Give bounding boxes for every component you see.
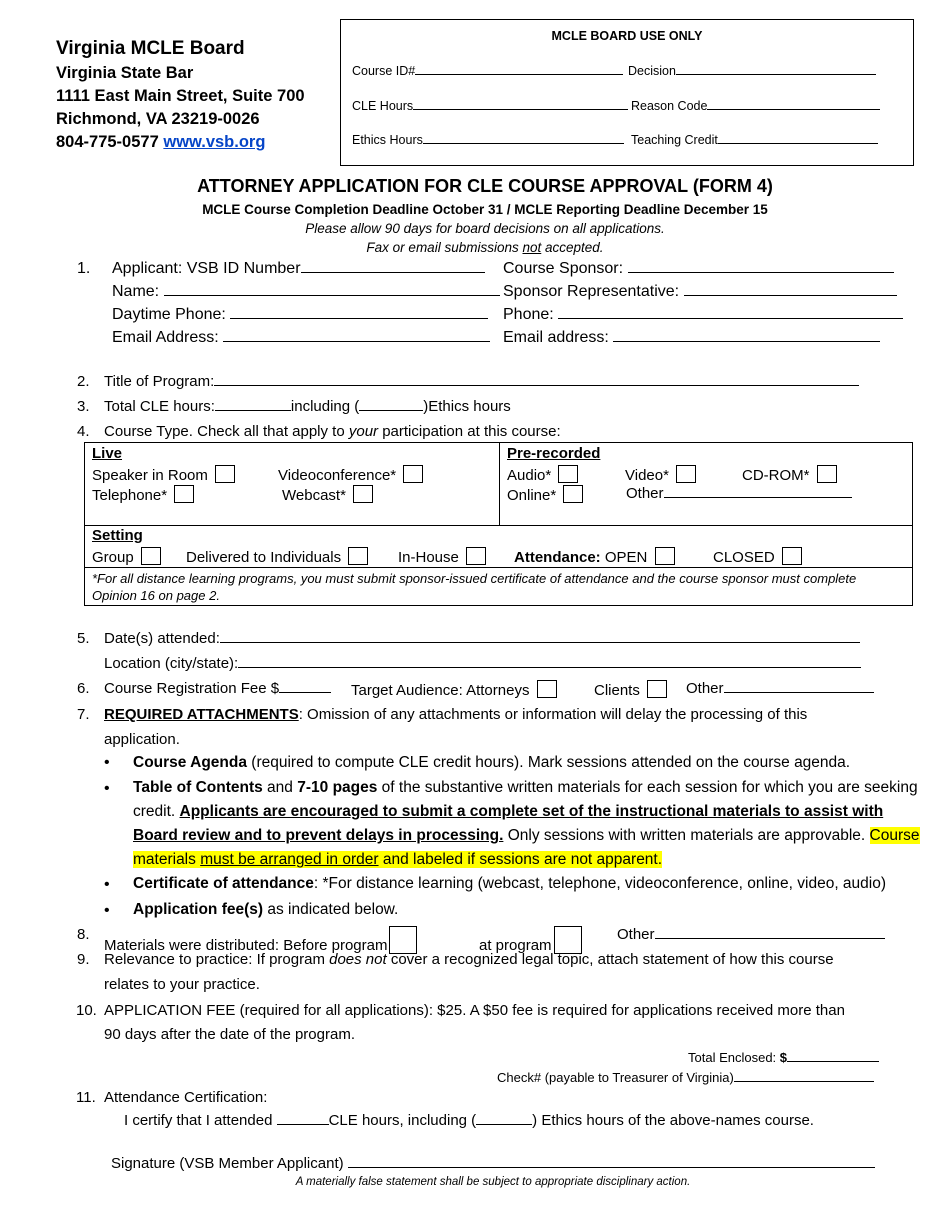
- video-checkbox[interactable]: [676, 465, 696, 483]
- course-type-instruction: Course Type. Check all that apply to your participation at this course:: [104, 423, 561, 440]
- required-attachments-heading: REQUIRED ATTACHMENTS: Omission of any attachments or information will delay the processing of this: [104, 706, 808, 723]
- distributed-other-field[interactable]: Other: [617, 926, 885, 943]
- course-id-label: Course ID#: [352, 64, 416, 78]
- board-use-box: [340, 19, 914, 166]
- certify-statement[interactable]: I certify that I attended CLE hours, including ( ) Ethics hours of the above-names course.: [124, 1112, 814, 1129]
- allow-text: Please allow 90 days for board decisions on all applications.: [305, 221, 665, 236]
- item2-number: 2.: [77, 373, 90, 390]
- registration-fee-field[interactable]: Course Registration Fee $: [104, 680, 331, 697]
- bullet-dot: •: [104, 876, 110, 893]
- webcast-checkbox[interactable]: [353, 485, 373, 503]
- clients-checkbox[interactable]: [647, 680, 667, 698]
- org-line1: Virginia State Bar: [56, 64, 194, 82]
- webcast-option[interactable]: Webcast*: [282, 485, 376, 504]
- audio-checkbox[interactable]: [558, 465, 578, 483]
- other-format-field[interactable]: Other: [626, 485, 852, 502]
- item4-number: 4.: [77, 423, 90, 440]
- item11-number: 11.: [76, 1089, 96, 1106]
- certificate-bullet: Certificate of attendance: *For distance learning (webcast, telephone, videoconference, online, video, audio): [133, 875, 887, 892]
- inhouse-option[interactable]: In-House: [398, 547, 489, 566]
- attorneys-checkbox[interactable]: [537, 680, 557, 698]
- bullet-dot: •: [104, 780, 110, 797]
- at-program-option[interactable]: at program: [479, 926, 584, 954]
- reason-code-field[interactable]: [631, 98, 880, 113]
- daytime-phone-field[interactable]: Daytime Phone:: [112, 306, 488, 324]
- item3-number: 3.: [77, 398, 90, 415]
- online-option[interactable]: Online*: [507, 485, 586, 504]
- setting-header: Setting: [92, 527, 143, 544]
- item9-number: 9.: [77, 951, 90, 968]
- course-type-box: [84, 442, 913, 606]
- application-fee-bullet: Application fee(s) as indicated below.: [133, 901, 399, 918]
- org-address: 1111 East Main Street, Suite 700: [56, 87, 305, 105]
- form-title: ATTORNEY APPLICATION FOR CLE COURSE APPROVAL (FORM 4): [197, 176, 773, 196]
- item5-number: 5.: [77, 630, 90, 647]
- live-header: Live: [92, 445, 123, 462]
- video-option[interactable]: Video*: [625, 465, 699, 484]
- attendance-closed-option[interactable]: CLOSED: [713, 547, 805, 566]
- sponsor-phone-field[interactable]: Phone:: [503, 306, 903, 324]
- program-title-field[interactable]: Title of Program:: [104, 373, 859, 390]
- check-number-field[interactable]: Check# (payable to Treasurer of Virginia): [497, 1070, 874, 1085]
- inhouse-checkbox[interactable]: [466, 547, 486, 565]
- speaker-in-room-option[interactable]: Speaker in Room: [92, 465, 238, 484]
- distance-learning-note: *For all distance learning programs, you must submit sponsor-issued certificate of attendance and the course sponsor must complete Opinion 16 on page 2.: [92, 571, 857, 603]
- ethics-hours-field[interactable]: [352, 132, 624, 147]
- telephone-checkbox[interactable]: [174, 485, 194, 503]
- org-title: Virginia MCLE Board: [56, 38, 245, 59]
- relevance-text-cont: relates to your practice.: [104, 976, 260, 993]
- videoconference-option[interactable]: Videoconference*: [278, 465, 426, 484]
- application-fee-text: APPLICATION FEE (required for all applications): $25. A $50 fee is required for applications received more than: [104, 1002, 845, 1019]
- total-cle-hours-field[interactable]: Total CLE hours: including ( )Ethics hours: [104, 398, 511, 415]
- organization-block: [56, 36, 305, 154]
- decision-label: Decision: [628, 64, 676, 78]
- item10-number: 10.: [76, 1002, 97, 1019]
- audio-option[interactable]: Audio*: [507, 465, 581, 484]
- teaching-credit-label: Teaching Credit: [631, 133, 718, 147]
- closed-checkbox[interactable]: [782, 547, 802, 565]
- vsb-id-field[interactable]: Applicant: VSB ID Number: [112, 260, 485, 278]
- application-fee-text-cont: 90 days after the date of the program.: [104, 1026, 355, 1043]
- ethics-hours-label: Ethics Hours: [352, 133, 423, 147]
- online-checkbox[interactable]: [563, 485, 583, 503]
- attendance-certification-label: Attendance Certification:: [104, 1089, 268, 1106]
- audience-attorneys-option[interactable]: Target Audience: Attorneys: [351, 680, 560, 699]
- reason-code-label: Reason Code: [631, 99, 708, 113]
- telephone-option[interactable]: Telephone*: [92, 485, 197, 504]
- open-checkbox[interactable]: [655, 547, 675, 565]
- course-agenda-bullet: Course Agenda (required to compute CLE credit hours). Mark sessions attended on the course agenda.: [133, 754, 851, 771]
- cdrom-checkbox[interactable]: [817, 465, 837, 483]
- speaker-in-room-checkbox[interactable]: [215, 465, 235, 483]
- decision-field[interactable]: [628, 63, 876, 78]
- signature-field[interactable]: Signature (VSB Member Applicant): [111, 1155, 875, 1172]
- before-program-checkbox[interactable]: [389, 926, 417, 954]
- course-id-field[interactable]: [352, 63, 623, 78]
- sponsor-rep-field[interactable]: Sponsor Representative:: [503, 283, 897, 301]
- item7-number: 7.: [77, 706, 90, 723]
- fax-notice: Fax or email submissions not accepted.: [366, 240, 604, 255]
- attendance-open-option[interactable]: Attendance: OPEN: [514, 547, 678, 566]
- deadline-text: MCLE Course Completion Deadline October 31 / MCLE Reporting Deadline December 15: [202, 202, 768, 217]
- name-field[interactable]: Name:: [112, 283, 500, 301]
- item8-number: 8.: [77, 926, 90, 943]
- total-enclosed-field[interactable]: Total Enclosed: $: [688, 1050, 879, 1065]
- location-field[interactable]: Location (city/state):: [104, 655, 861, 672]
- videoconference-checkbox[interactable]: [403, 465, 423, 483]
- audience-other-field[interactable]: Other: [686, 680, 874, 697]
- teaching-credit-field[interactable]: [631, 132, 878, 147]
- org-contact: [56, 131, 305, 154]
- item6-number: 6.: [77, 680, 90, 697]
- org-phone: 804-775-0577: [56, 133, 159, 151]
- dates-attended-field[interactable]: Date(s) attended:: [104, 630, 860, 647]
- cle-hours-field[interactable]: [352, 98, 628, 113]
- cle-hours-label: CLE Hours: [352, 99, 414, 113]
- group-checkbox[interactable]: [141, 547, 161, 565]
- delivered-checkbox[interactable]: [348, 547, 368, 565]
- org-website-link[interactable]: www.vsb.org: [163, 133, 266, 151]
- bullet-dot: •: [104, 754, 110, 771]
- applicant-email-field[interactable]: Email Address:: [112, 329, 490, 347]
- sponsor-email-field[interactable]: Email address:: [503, 329, 880, 347]
- false-statement-warning: A materially false statement shall be subject to appropriate disciplinary action.: [295, 1176, 691, 1188]
- delivered-option[interactable]: Delivered to Individuals: [186, 547, 371, 566]
- course-sponsor-field[interactable]: Course Sponsor:: [503, 260, 894, 278]
- bullet-dot: •: [104, 902, 110, 919]
- cdrom-option[interactable]: CD-ROM*: [742, 465, 840, 484]
- item1-number: 1.: [77, 260, 91, 277]
- org-city: Richmond, VA 23219-0026: [56, 110, 260, 128]
- table-of-contents-bullet: Table of Contents and 7-10 pages of the substantive written materials for each session for which you are seeking credit. Applicants are encouraged to submit a complete set of the instructional materials to assist with Board review and to prevent delays in processing. Only sessions with written materials are approvable. Course materials must be arranged in order and labeled if sessions are not apparent.: [133, 779, 920, 868]
- prerecorded-header: Pre-recorded: [507, 445, 601, 462]
- required-attachments-cont: application.: [104, 731, 180, 748]
- relevance-text: Relevance to practice: If program does not cover a recognized legal topic, attach statement of how this course: [104, 951, 834, 968]
- board-use-header: MCLE BOARD USE ONLY: [551, 29, 703, 43]
- audience-clients-option[interactable]: Clients: [594, 680, 670, 699]
- at-program-checkbox[interactable]: [554, 926, 582, 954]
- before-program-option[interactable]: Materials were distributed: Before program: [104, 926, 419, 954]
- group-option[interactable]: Group: [92, 547, 164, 566]
